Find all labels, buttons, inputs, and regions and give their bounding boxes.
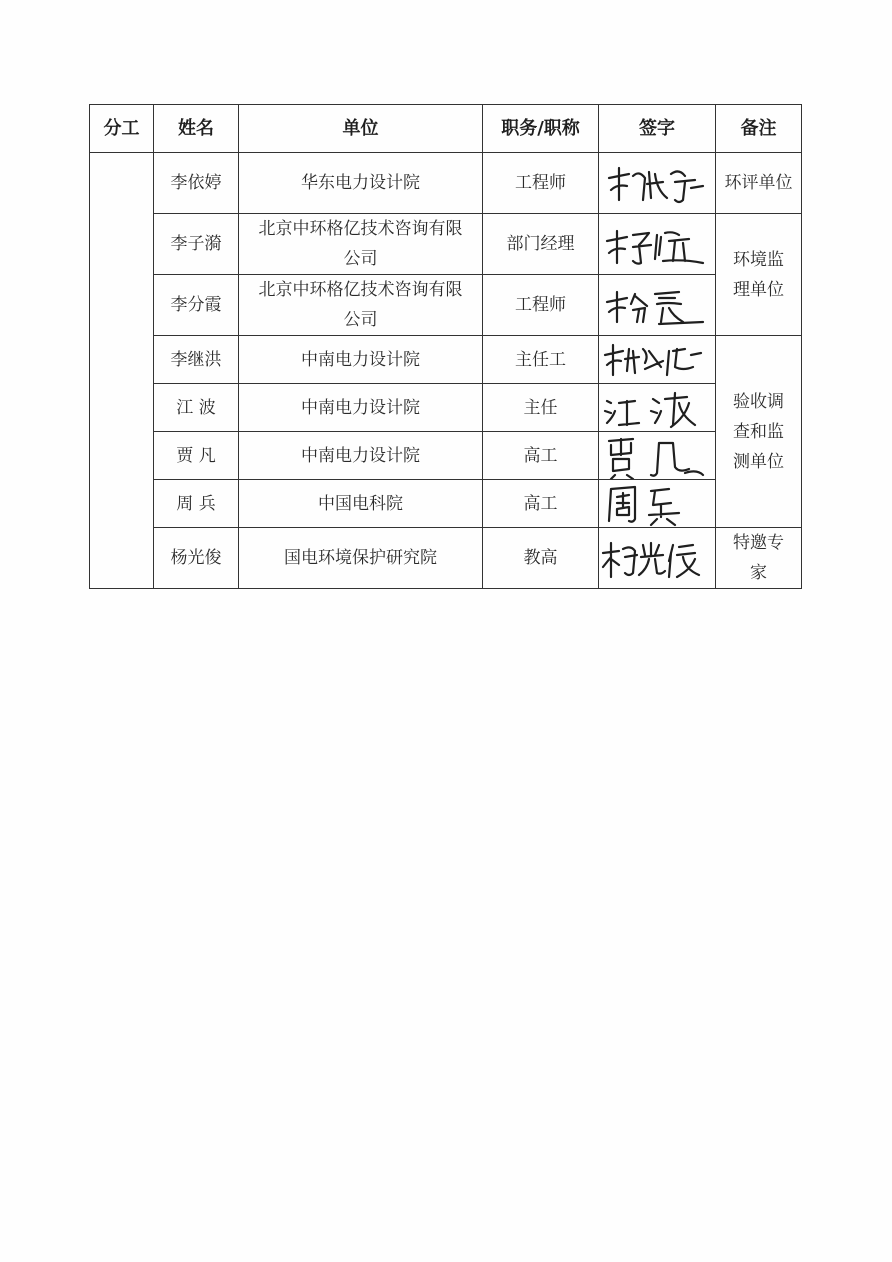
signature-table bbox=[89, 104, 802, 589]
header-unit: 单位 bbox=[239, 105, 483, 153]
unit-cell: 国电环境保护研究院 bbox=[239, 528, 483, 589]
position-cell: 高工 bbox=[483, 432, 599, 480]
table-row bbox=[90, 153, 802, 214]
position-cell: 工程师 bbox=[483, 153, 599, 214]
remarks-cell-expert: 特邀专家 bbox=[716, 528, 802, 589]
table-row bbox=[90, 275, 802, 336]
remarks-cell-eia: 环评单位 bbox=[716, 153, 802, 214]
unit-cell: 北京中环格亿技术咨询有限公司 bbox=[239, 214, 483, 275]
name-cell: 李依婷 bbox=[154, 153, 239, 214]
header-signature: 签字 bbox=[599, 105, 716, 153]
header-position: 职务/职称 bbox=[483, 105, 599, 153]
table-row bbox=[90, 336, 802, 384]
position-cell: 主任 bbox=[483, 384, 599, 432]
name-cell: 李分霞 bbox=[154, 275, 239, 336]
unit-cell: 中南电力设计院 bbox=[239, 432, 483, 480]
unit-cell: 中南电力设计院 bbox=[239, 384, 483, 432]
name-cell: 贾 凡 bbox=[154, 432, 239, 480]
division-cell bbox=[90, 153, 154, 589]
name-cell: 江 波 bbox=[154, 384, 239, 432]
table-row bbox=[90, 384, 802, 432]
signature-cell bbox=[599, 384, 716, 432]
handwritten-signature bbox=[599, 481, 715, 527]
table-row bbox=[90, 480, 802, 528]
signature-cell bbox=[599, 153, 716, 214]
signature-cell bbox=[599, 528, 716, 589]
table-header-row bbox=[90, 105, 802, 153]
signature-cell bbox=[599, 275, 716, 336]
position-cell: 工程师 bbox=[483, 275, 599, 336]
header-division: 分工 bbox=[90, 105, 154, 153]
handwritten-signature bbox=[599, 535, 715, 581]
signature-cell bbox=[599, 336, 716, 384]
unit-cell: 中国电科院 bbox=[239, 480, 483, 528]
position-cell: 主任工 bbox=[483, 336, 599, 384]
handwritten-signature bbox=[599, 221, 715, 267]
unit-cell: 北京中环格亿技术咨询有限公司 bbox=[239, 275, 483, 336]
name-cell: 李继洪 bbox=[154, 336, 239, 384]
unit-cell: 中南电力设计院 bbox=[239, 336, 483, 384]
name-cell: 杨光俊 bbox=[154, 528, 239, 589]
header-name: 姓名 bbox=[154, 105, 239, 153]
signature-cell bbox=[599, 214, 716, 275]
remarks-cell-supervision: 环境监理单位 bbox=[716, 214, 802, 336]
handwritten-signature bbox=[599, 282, 715, 328]
position-cell: 教高 bbox=[483, 528, 599, 589]
position-cell: 高工 bbox=[483, 480, 599, 528]
header-remarks: 备注 bbox=[716, 105, 802, 153]
handwritten-signature bbox=[599, 160, 715, 206]
handwritten-signature bbox=[599, 337, 715, 383]
name-cell: 李子漪 bbox=[154, 214, 239, 275]
table-row bbox=[90, 432, 802, 480]
table-row bbox=[90, 528, 802, 589]
signature-cell bbox=[599, 432, 716, 480]
handwritten-signature bbox=[599, 385, 715, 431]
unit-cell: 华东电力设计院 bbox=[239, 153, 483, 214]
signature-cell bbox=[599, 480, 716, 528]
name-cell: 周 兵 bbox=[154, 480, 239, 528]
remarks-cell-acceptance: 验收调查和监测单位 bbox=[716, 336, 802, 528]
table-row bbox=[90, 214, 802, 275]
position-cell: 部门经理 bbox=[483, 214, 599, 275]
handwritten-signature bbox=[599, 433, 715, 479]
